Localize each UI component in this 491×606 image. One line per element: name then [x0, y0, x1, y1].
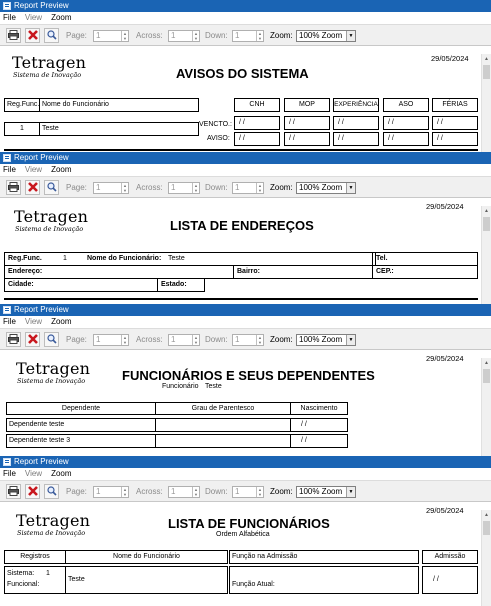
- column-header: Admissão: [422, 550, 478, 564]
- printer-icon: [8, 334, 19, 346]
- down-label: Down:: [205, 183, 228, 192]
- title-bar[interactable]: [0, 0, 491, 12]
- menu-file[interactable]: File: [3, 469, 16, 478]
- reg-func-label: Reg.Func.: [8, 255, 42, 262]
- across-label: Across:: [136, 183, 163, 192]
- page-spinner[interactable]: [93, 486, 129, 498]
- logo-tagline: Sistema de Inovação: [15, 225, 84, 233]
- aviso-cnh: / /: [234, 132, 280, 146]
- vertical-scrollbar[interactable]: [481, 510, 491, 606]
- endereco-label: Endereço:: [8, 268, 43, 275]
- down-label: Down:: [205, 335, 228, 344]
- spinner-arrows-icon[interactable]: ▲ ▼: [192, 183, 199, 193]
- menu-file[interactable]: File: [3, 13, 16, 22]
- down-label: Down:: [205, 31, 228, 40]
- column-header: ASO: [383, 98, 429, 112]
- close-preview-button[interactable]: [25, 180, 40, 195]
- chevron-down-icon[interactable]: ▼: [346, 335, 355, 345]
- grau-parentesco: [155, 418, 291, 432]
- logo-name: Tetragen: [16, 511, 91, 530]
- printer-icon: [8, 182, 19, 194]
- aviso-label: AVISO:: [207, 135, 230, 142]
- window-icon: [3, 306, 11, 314]
- report-page: [0, 502, 491, 606]
- menu-bar: [0, 468, 491, 480]
- chevron-down-icon[interactable]: ▼: [346, 487, 355, 497]
- across-value: 1: [171, 335, 176, 344]
- funcionario-label: Funcionário: [162, 383, 199, 390]
- magnifier-icon: [47, 30, 57, 42]
- menu-zoom[interactable]: Zoom: [51, 13, 72, 22]
- funcao-cell: [229, 566, 419, 594]
- menu-zoom[interactable]: Zoom: [51, 469, 72, 478]
- down-spinner[interactable]: [232, 334, 264, 346]
- report-date: 29/05/2024: [431, 54, 469, 63]
- logo-tagline: Sistema de Inovação: [17, 377, 86, 385]
- logo-tagline: Sistema de Inovação: [17, 529, 86, 537]
- row-funcionario: [4, 252, 376, 266]
- admissao-value: / /: [433, 576, 439, 583]
- down-spinner[interactable]: [232, 486, 264, 498]
- admissao-cell: [422, 566, 478, 594]
- zoom-value: 100% Zoom: [299, 487, 343, 496]
- column-header: FÉRIAS: [432, 98, 478, 112]
- window-title: Report Preview: [14, 457, 69, 466]
- magnifier-icon: [47, 486, 57, 498]
- spinner-arrows-icon[interactable]: ▲ ▼: [256, 335, 263, 345]
- report-date: 29/05/2024: [426, 354, 464, 363]
- vencto-cnh: / /: [234, 116, 280, 130]
- column-header: CNH: [234, 98, 280, 112]
- vertical-scrollbar[interactable]: [481, 54, 491, 152]
- tetragen-logo: [16, 512, 90, 537]
- title-bar[interactable]: [0, 456, 491, 468]
- column-header: MOP: [284, 98, 330, 112]
- close-preview-button[interactable]: [25, 332, 40, 347]
- cidade-label: Cidade:: [8, 281, 34, 288]
- across-label: Across:: [136, 31, 163, 40]
- print-button[interactable]: [6, 180, 21, 195]
- spinner-arrows-icon[interactable]: ▲ ▼: [256, 31, 263, 41]
- magnifier-icon: [47, 182, 57, 194]
- down-value: 1: [235, 31, 240, 40]
- menu-view[interactable]: View: [24, 469, 43, 478]
- zoom-select[interactable]: [296, 182, 356, 194]
- menu-file[interactable]: File: [3, 317, 16, 326]
- report-preview-window-3: [0, 304, 491, 456]
- spinner-arrows-icon[interactable]: ▲ ▼: [121, 335, 128, 345]
- scroll-up-icon[interactable]: ▲: [484, 208, 489, 214]
- search-button[interactable]: [44, 332, 59, 347]
- menu-view[interactable]: View: [24, 165, 43, 174]
- menu-file[interactable]: File: [3, 165, 16, 174]
- spinner-arrows-icon[interactable]: ▲ ▼: [192, 487, 199, 497]
- vencto-label: VENCTO.:: [199, 121, 232, 128]
- sistema-value: 1: [46, 570, 50, 577]
- down-spinner[interactable]: [232, 182, 264, 194]
- printer-icon: [8, 30, 19, 42]
- reg-func-value: 1: [63, 255, 67, 262]
- spinner-arrows-icon[interactable]: ▲ ▼: [121, 31, 128, 41]
- column-header: Registros: [4, 550, 66, 564]
- printer-icon: [8, 486, 19, 498]
- logo-tagline: Sistema de Inovação: [13, 71, 82, 79]
- reg-func-value: 1: [4, 122, 40, 136]
- spinner-arrows-icon[interactable]: ▲ ▼: [192, 335, 199, 345]
- page-label: Page:: [66, 335, 87, 344]
- scroll-up-icon[interactable]: ▲: [484, 360, 489, 366]
- zoom-select[interactable]: [296, 486, 356, 498]
- zoom-value: 100% Zoom: [299, 183, 343, 192]
- magnifier-icon: [47, 334, 57, 346]
- report-preview-window-1: [0, 0, 491, 152]
- tetragen-logo: [12, 54, 86, 79]
- zoom-select[interactable]: [296, 30, 356, 42]
- print-button[interactable]: [6, 332, 21, 347]
- zoom-value: 100% Zoom: [299, 31, 343, 40]
- nascimento: / /: [290, 434, 348, 448]
- across-label: Across:: [136, 487, 163, 496]
- aviso-mop: / /: [284, 132, 330, 146]
- scroll-thumb[interactable]: [483, 65, 490, 79]
- close-x-icon: [28, 30, 38, 42]
- spinner-arrows-icon[interactable]: ▲ ▼: [256, 487, 263, 497]
- grau-parentesco: [155, 434, 291, 448]
- close-preview-button[interactable]: [25, 28, 40, 43]
- report-date: 29/05/2024: [426, 202, 464, 211]
- nome-funcionario-value: Teste: [39, 122, 199, 136]
- close-preview-button[interactable]: [25, 484, 40, 499]
- tel-label: Tel.: [376, 255, 388, 262]
- window-title: Report Preview: [14, 305, 69, 314]
- search-button[interactable]: [44, 180, 59, 195]
- nome-funcionario-label: Nome do Funcionário:: [87, 255, 162, 262]
- estado-label: Estado:: [161, 281, 187, 288]
- menu-zoom[interactable]: Zoom: [51, 165, 72, 174]
- close-x-icon: [28, 486, 38, 498]
- across-value: 1: [171, 487, 176, 496]
- column-header: Função na Admissão: [229, 550, 419, 564]
- menu-bar: [0, 12, 491, 24]
- page-value: 1: [96, 31, 101, 40]
- divider-line: [4, 149, 478, 151]
- vencto-experiencia: / /: [333, 116, 379, 130]
- report-title: LISTA DE FUNCIONÁRIOS: [168, 516, 330, 531]
- nome-funcionario-value: Teste: [68, 576, 85, 583]
- vencto-ferias: / /: [432, 116, 478, 130]
- report-subtitle: Ordem Alfabética: [216, 531, 270, 538]
- registros-cell: [4, 566, 66, 594]
- nome-funcionario-value: Teste: [168, 255, 185, 262]
- page-value: 1: [96, 183, 101, 192]
- funcionario-value: Teste: [205, 383, 222, 390]
- column-header: EXPERIÊNCIA: [333, 98, 379, 112]
- funcao-atual-label: Função Atual:: [232, 581, 275, 588]
- report-preview-window-4: [0, 456, 491, 606]
- column-header: Dependente: [6, 402, 156, 415]
- nome-funcionario-header: Nome do Funcionário: [39, 98, 199, 112]
- close-x-icon: [28, 334, 38, 346]
- cep-label: CEP.:: [376, 268, 394, 275]
- across-spinner[interactable]: [168, 334, 200, 346]
- report-page: [0, 46, 491, 152]
- search-button[interactable]: [44, 484, 59, 499]
- vertical-scrollbar[interactable]: [481, 358, 491, 456]
- page-spinner[interactable]: [93, 334, 129, 346]
- zoom-select[interactable]: [296, 334, 356, 346]
- vencto-mop: / /: [284, 116, 330, 130]
- spinner-arrows-icon[interactable]: ▲ ▼: [121, 487, 128, 497]
- across-spinner[interactable]: [168, 486, 200, 498]
- report-title: AVISOS DO SISTEMA: [176, 66, 309, 81]
- across-spinner[interactable]: [168, 182, 200, 194]
- cep-cell: [372, 265, 478, 279]
- vertical-scrollbar[interactable]: [481, 206, 491, 304]
- column-header: Nascimento: [290, 402, 348, 415]
- nome-funcionario-cell: [65, 566, 228, 594]
- window-icon: [3, 154, 11, 162]
- endereco-cell: [4, 265, 234, 279]
- down-value: 1: [235, 335, 240, 344]
- logo-name: Tetragen: [16, 359, 91, 378]
- print-button[interactable]: [6, 484, 21, 499]
- bairro-cell: [233, 265, 373, 279]
- reg-func-header: Reg.Func.: [4, 98, 40, 112]
- aviso-ferias: / /: [432, 132, 478, 146]
- down-label: Down:: [205, 487, 228, 496]
- print-button[interactable]: [6, 28, 21, 43]
- window-title: Report Preview: [14, 153, 69, 162]
- funcional-label: Funcional:: [7, 581, 40, 588]
- chevron-down-icon[interactable]: ▼: [346, 183, 355, 193]
- toolbar: [0, 480, 491, 502]
- menu-view[interactable]: View: [24, 317, 43, 326]
- toolbar: [0, 328, 491, 350]
- dependente-name: Dependente teste: [6, 418, 156, 432]
- page-label: Page:: [66, 487, 87, 496]
- across-spinner[interactable]: [168, 30, 200, 42]
- zoom-label: Zoom:: [270, 183, 293, 192]
- aviso-aso: / /: [383, 132, 429, 146]
- scroll-thumb[interactable]: [483, 369, 490, 383]
- nascimento: / /: [290, 418, 348, 432]
- close-x-icon: [28, 182, 38, 194]
- logo-name: Tetragen: [12, 53, 87, 72]
- zoom-label: Zoom:: [270, 335, 293, 344]
- scroll-up-icon[interactable]: ▲: [484, 512, 489, 518]
- page-spinner[interactable]: [93, 182, 129, 194]
- report-date: 29/05/2024: [426, 506, 464, 515]
- zoom-value: 100% Zoom: [299, 335, 343, 344]
- estado-cell: [157, 278, 205, 292]
- window-icon: [3, 458, 11, 466]
- down-value: 1: [235, 183, 240, 192]
- across-value: 1: [171, 183, 176, 192]
- sistema-label: Sistema:: [7, 570, 35, 577]
- scroll-up-icon[interactable]: ▲: [484, 56, 489, 62]
- down-value: 1: [235, 487, 240, 496]
- scroll-thumb[interactable]: [483, 521, 490, 535]
- report-title: FUNCIONÁRIOS E SEUS DEPENDENTES: [122, 368, 375, 383]
- menu-bar: [0, 316, 491, 328]
- toolbar: [0, 176, 491, 198]
- column-header: Grau de Parentesco: [155, 402, 291, 415]
- window-icon: [3, 2, 11, 10]
- menu-bar: [0, 164, 491, 176]
- tetragen-logo: [16, 360, 90, 385]
- report-page: [0, 350, 491, 456]
- spinner-arrows-icon[interactable]: ▲ ▼: [121, 183, 128, 193]
- scroll-thumb[interactable]: [483, 217, 490, 231]
- logo-name: Tetragen: [14, 207, 89, 226]
- spinner-arrows-icon[interactable]: ▲ ▼: [192, 31, 199, 41]
- down-spinner[interactable]: [232, 30, 264, 42]
- page-value: 1: [96, 335, 101, 344]
- chevron-down-icon[interactable]: ▼: [346, 31, 355, 41]
- report-page: [0, 198, 491, 304]
- cidade-cell: [4, 278, 158, 292]
- title-bar[interactable]: [0, 152, 491, 164]
- aviso-experiencia: / /: [333, 132, 379, 146]
- across-value: 1: [171, 31, 176, 40]
- menu-zoom[interactable]: Zoom: [51, 317, 72, 326]
- page-label: Page:: [66, 183, 87, 192]
- search-button[interactable]: [44, 28, 59, 43]
- tetragen-logo: [14, 208, 88, 233]
- spinner-arrows-icon[interactable]: ▲ ▼: [256, 183, 263, 193]
- column-header: Nome do Funcionário: [65, 550, 228, 564]
- zoom-label: Zoom:: [270, 31, 293, 40]
- tel-cell: [372, 252, 478, 266]
- page-value: 1: [96, 487, 101, 496]
- across-label: Across:: [136, 335, 163, 344]
- menu-view[interactable]: View: [24, 13, 43, 22]
- bairro-label: Bairro:: [237, 268, 260, 275]
- vencto-aso: / /: [383, 116, 429, 130]
- zoom-label: Zoom:: [270, 487, 293, 496]
- page-spinner[interactable]: [93, 30, 129, 42]
- window-title: Report Preview: [14, 1, 69, 10]
- page-label: Page:: [66, 31, 87, 40]
- divider-line: [4, 298, 478, 300]
- dependente-name: Dependente teste 3: [6, 434, 156, 448]
- report-preview-window-2: [0, 152, 491, 304]
- toolbar: [0, 24, 491, 46]
- report-title: LISTA DE ENDEREÇOS: [170, 218, 314, 233]
- title-bar[interactable]: [0, 304, 491, 316]
